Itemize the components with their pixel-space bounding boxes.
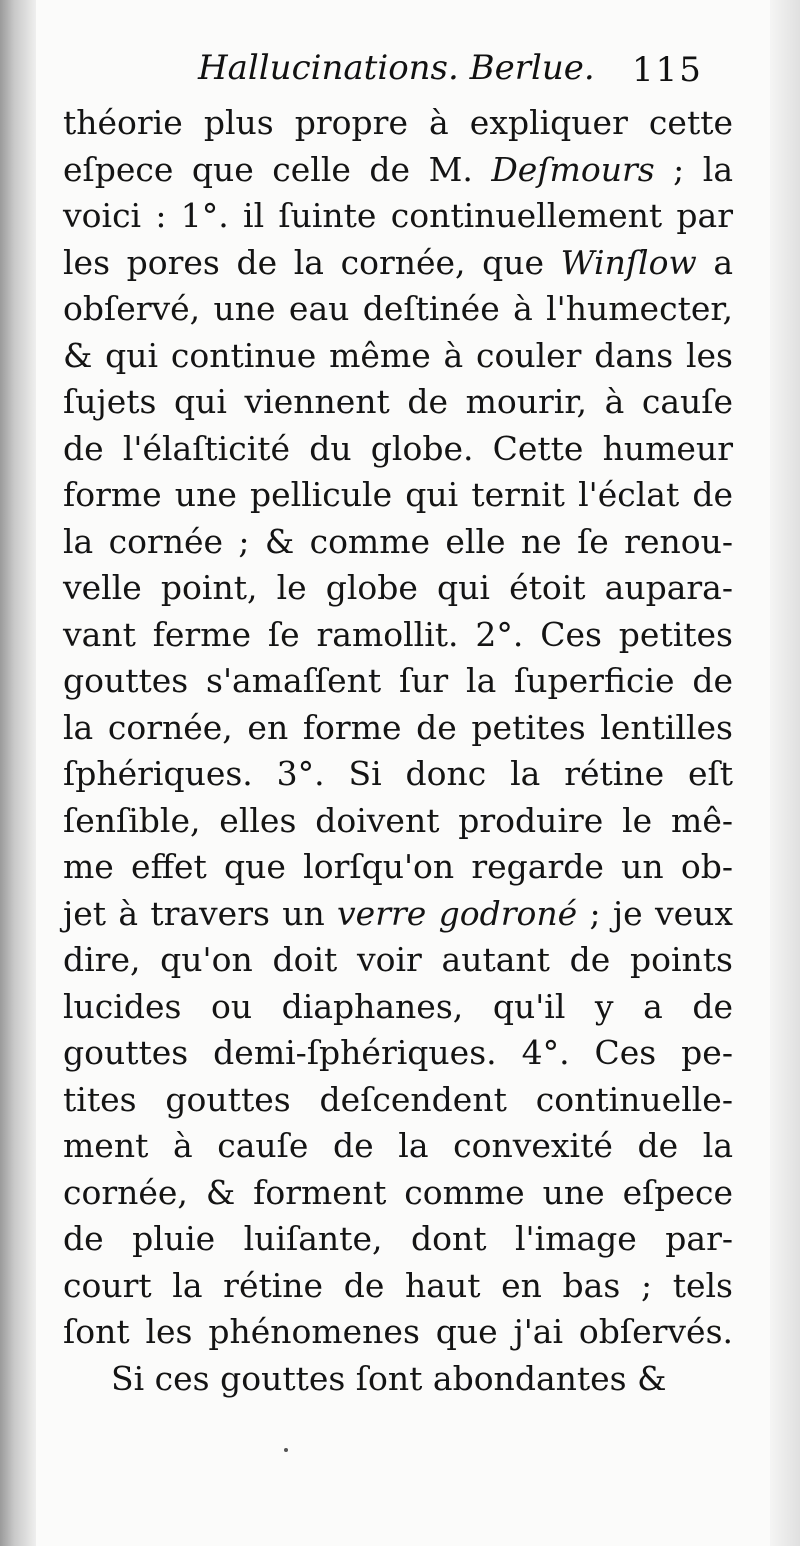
italic-name: Deſmours — [491, 149, 655, 189]
text-line: tites gouttes deſcendent continuelle- — [63, 1079, 733, 1119]
text-line: court la rétine de haut en bas ; tels — [63, 1265, 733, 1305]
text-line: dire, qu'on doit voir autant de points — [63, 940, 733, 979]
text-line: forme une pellicule qui ternit l'éclat de — [63, 475, 733, 514]
text-line: obſervé, une eau deſtinée à l'humecter, — [63, 289, 733, 328]
italic-name: Winſlow — [560, 242, 697, 282]
page-header — [0, 48, 800, 108]
paper-speck — [284, 1448, 288, 1452]
text-line: me effet que lorſqu'on regarde un ob- — [63, 847, 733, 886]
text-line: gouttes demi-ſphériques. 4°. Ces pe- — [63, 1033, 733, 1072]
page-gutter-shadow — [0, 0, 36, 1546]
text-line: vant ferme ſe ramollit. 2°. Ces petites — [63, 614, 733, 654]
text-line: velle point, le globe qui étoit aupara- — [63, 568, 733, 607]
text-line: ment à cauſe de la convexité de la — [63, 1126, 733, 1165]
text-line: ſphériques. 3°. Si donc la rétine eſt — [63, 754, 733, 793]
text-line: eſpece que celle de M. Deſmours ; la — [63, 149, 733, 189]
text-line: jet à travers un verre godroné ; je veux — [63, 893, 733, 933]
text-line: les pores de la cornée, que Winſlow a — [63, 242, 733, 282]
page-edge-shadow — [770, 0, 800, 1546]
text-line: lucides ou diaphanes, qu'il y a de — [63, 986, 733, 1026]
text-line: gouttes s'amaſſent ſur la ſuperficie de — [63, 661, 733, 700]
text-line: théorie plus propre à expliquer cette — [63, 103, 733, 142]
text-line: la cornée ; & comme elle ne ſe renou- — [63, 521, 733, 561]
page-number: 115 — [632, 50, 703, 90]
text-line: de pluie luiſante, dont l'image par- — [63, 1219, 733, 1258]
italic-term: verre godroné — [337, 893, 578, 933]
text-line-paragraph-start: Si ces gouttes ſont abondantes & — [111, 1358, 667, 1398]
text-line: la cornée, en forme de petites lentilles — [63, 707, 733, 747]
text-line: ſujets qui viennent de mourir, à cauſe — [63, 382, 733, 421]
text-line: cornée, & forment comme une eſpece — [63, 1172, 733, 1212]
running-title: Hallucinations. Berlue. — [198, 48, 595, 88]
body-text — [63, 100, 733, 1402]
text-line: & qui continue même à couler dans les — [63, 335, 733, 375]
text-line: ſont les phénomenes que j'ai obſervés. — [63, 1312, 733, 1351]
text-line: voici : 1°. il ſuinte continuellement par — [63, 196, 733, 235]
text-line: ſenſible, elles doivent produire le mê- — [63, 800, 733, 840]
text-line: de l'élaſticité du globe. Cette humeur — [63, 428, 733, 468]
